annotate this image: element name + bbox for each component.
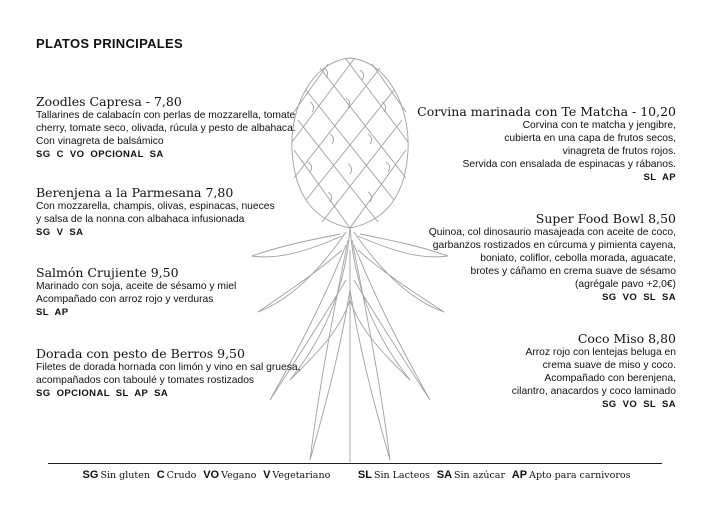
- legend-item-apto-carnivoros: [512, 469, 635, 481]
- legend-label: Vegetariano: [272, 470, 331, 481]
- dish-description-line: Marinado con soja, aceite de sésamo y miel: [36, 281, 237, 292]
- dish-name: Zoodles Capresa - 7,80: [36, 94, 182, 109]
- dish-name: Salmón Crujiente 9,50: [36, 265, 179, 280]
- legend-item-crudo: [157, 469, 201, 481]
- dish-description: [36, 280, 336, 306]
- dish-description-line: cubierta en una capa de frutos secos,: [504, 133, 676, 144]
- legend-label: Sin azúcar: [454, 470, 506, 481]
- dish-description: [376, 346, 676, 398]
- dish-description-line: Filetes de dorada hornada con limón y vino en sal gruesa,: [36, 362, 301, 373]
- dish-tags: SL AP: [643, 172, 676, 183]
- legend-item-sin-azucar: [437, 469, 509, 481]
- dish-super-food-bowl: [376, 211, 676, 304]
- legend-label: Sin gluten: [100, 470, 150, 481]
- legend-code: C: [156, 469, 165, 481]
- legend-code: SA: [436, 469, 453, 481]
- dish-description-line: Acompañado con arroz rojo y verduras: [36, 294, 214, 305]
- dish-tags: SG C VO OPCIONAL SA: [36, 149, 164, 160]
- dish-description-line: garbanzos rostizados en cúrcuma y pimienta cayena,: [432, 240, 676, 251]
- dish-description-line: (agrégale pavo +2,0€): [574, 279, 676, 290]
- section-title: PLATOS PRINCIPALES: [36, 36, 183, 51]
- dish-description-line: cilantro, anacardos y coco laminado: [511, 386, 676, 397]
- dish-description: [36, 200, 336, 226]
- dish-name: Dorada con pesto de Berros 9,50: [36, 346, 245, 361]
- dish-name: Berenjena a la Parmesana 7,80: [36, 185, 234, 200]
- dish-description-line: Servida con ensalada de espinacas y rábanos.: [462, 159, 676, 170]
- dish-description-line: cherry, tomate seco, olivada, rúcula y pesto de albahaca.: [36, 123, 296, 134]
- dish-description: [36, 109, 336, 148]
- legend-item-sin-lacteos: [358, 469, 434, 481]
- dish-description-line: Tallarines de calabacín con perlas de mozzarella, tomate: [36, 110, 296, 121]
- dish-description: [36, 361, 336, 387]
- legend-label: Crudo: [166, 470, 197, 481]
- legend-code: AP: [511, 469, 528, 481]
- legend-code: SG: [82, 469, 99, 481]
- dish-salmon-crujiente: [36, 265, 336, 319]
- dish-tags: SL AP: [36, 307, 69, 318]
- dietary-legend: [0, 469, 717, 481]
- dish-description-line: Arroz rojo con lentejas beluga en: [525, 347, 676, 358]
- legend-divider: [48, 463, 662, 464]
- dish-tags: SG VO SL SA: [602, 399, 676, 410]
- dish-tags: SG OPCIONAL SL AP SA: [36, 388, 169, 399]
- dish-zoodles-capresa: [36, 94, 336, 161]
- legend-code: VO: [203, 469, 220, 481]
- dish-description-line: boniato, coliflor, cebolla morada, aguacate,: [480, 253, 676, 264]
- dish-tags: SG VO SL SA: [602, 292, 676, 303]
- dish-description: [376, 119, 676, 171]
- legend-code: V: [263, 469, 271, 481]
- dish-description-line: vinagreta de frutos rojos.: [562, 146, 676, 157]
- legend-item-vegetariano: [263, 469, 334, 481]
- dish-corvina-matcha: [376, 104, 676, 184]
- dish-name: Corvina marinada con Te Matcha - 10,20: [417, 104, 676, 119]
- dish-description-line: Acompañado con berenjena,: [544, 373, 676, 384]
- legend-label: Vegano: [221, 470, 257, 481]
- dish-description: [376, 226, 676, 291]
- dish-description-line: acompañados con taboulé y tomates rostizados: [36, 375, 255, 386]
- dish-description-line: y salsa de la nonna con albahaca infusionada: [36, 214, 245, 225]
- dish-description-line: Quinoa, col dinosaurio masajeada con aceite de coco,: [428, 227, 676, 238]
- dish-description-line: Corvina con te matcha y jengibre,: [522, 120, 676, 131]
- dish-description-line: crema suave de miso y coco.: [542, 360, 676, 371]
- dish-name: Coco Miso 8,80: [577, 331, 676, 346]
- dish-berenjena-parmesana: [36, 185, 336, 239]
- dish-name: Super Food Bowl 8,50: [535, 211, 676, 226]
- legend-label: Sin Lacteos: [373, 470, 430, 481]
- dish-description-line: Con vinagreta de balsámico: [36, 136, 164, 147]
- dish-description-line: brotes y cáñamo en crema suave de sésamo: [470, 266, 676, 277]
- legend-label: Apto para carnivoros: [529, 470, 631, 481]
- dish-description-line: Con mozzarella, champis, olivas, espinacas, nueces: [36, 201, 275, 212]
- dish-coco-miso: [376, 331, 676, 411]
- legend-item-vegano: [203, 469, 260, 481]
- legend-code: SL: [357, 469, 372, 481]
- dish-tags: SG V SA: [36, 227, 84, 238]
- legend-item-sin-gluten: [83, 469, 154, 481]
- dish-dorada-pesto: [36, 346, 336, 400]
